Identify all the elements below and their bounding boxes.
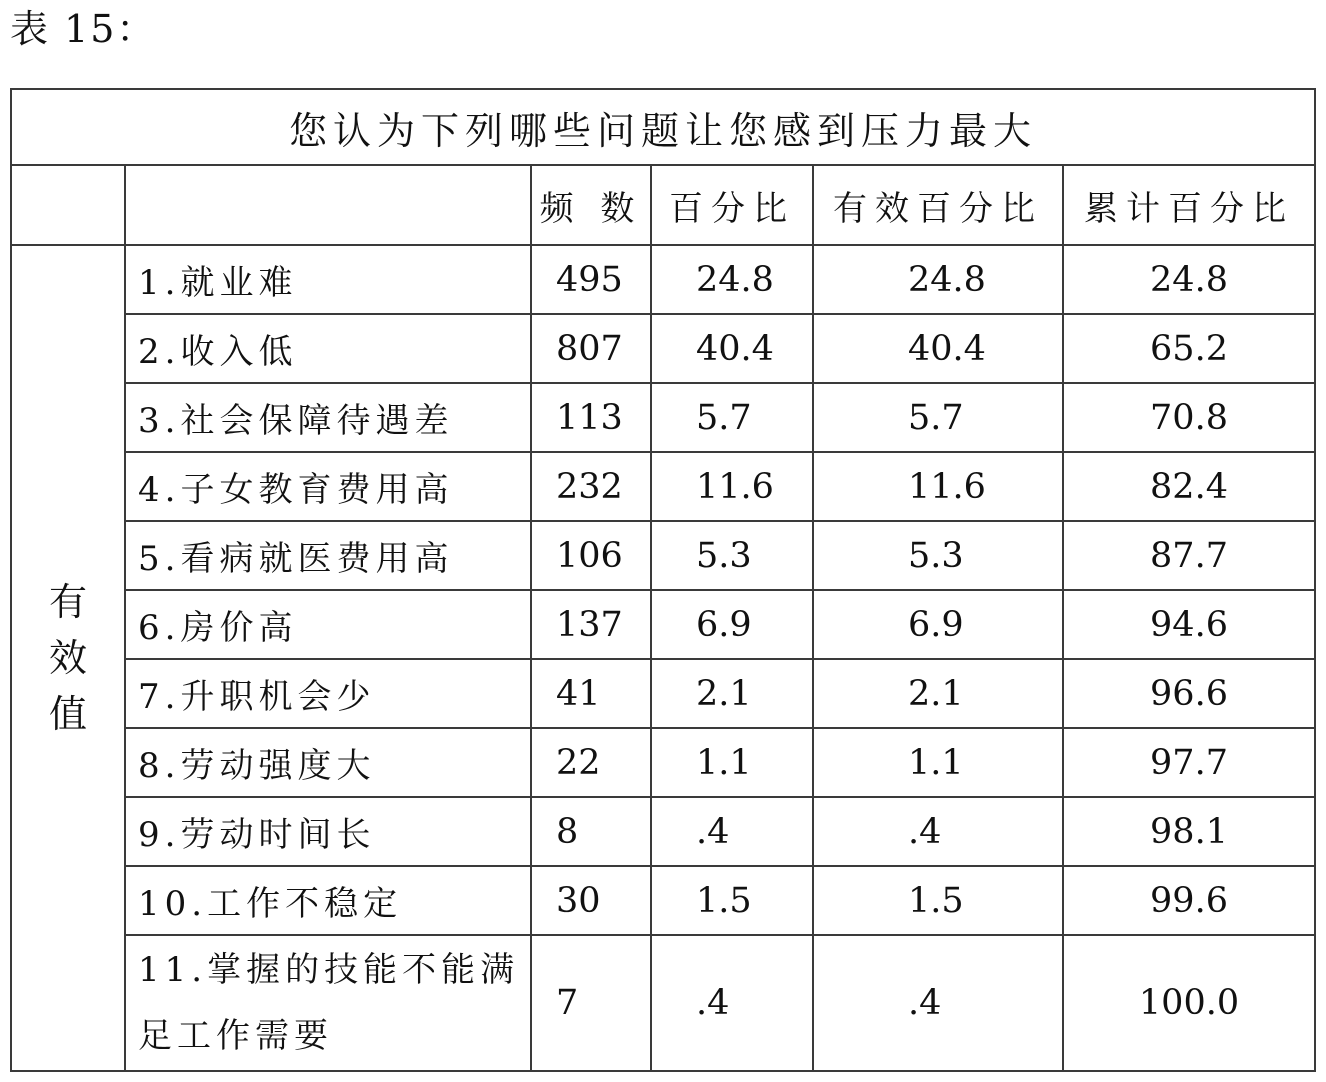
row-frequency: 30 [531, 866, 651, 935]
row-cumulative-percent: 96.6 [1063, 659, 1315, 728]
row-item: 4.子女教育费用高 [125, 452, 531, 521]
row-cumulative-percent: 24.8 [1063, 245, 1315, 314]
row-valid-percent: 24.8 [813, 245, 1063, 314]
row-valid-percent: 1.1 [813, 728, 1063, 797]
row-frequency: 495 [531, 245, 651, 314]
table-title: 您认为下列哪些问题让您感到压力最大 [11, 89, 1315, 165]
row-percent: .4 [651, 935, 813, 1071]
row-item: 6.房价高 [125, 590, 531, 659]
table-row [11, 935, 1315, 1071]
row-cumulative-percent: 94.6 [1063, 590, 1315, 659]
row-percent: 11.6 [651, 452, 813, 521]
header-row [11, 165, 1315, 245]
row-percent: 5.3 [651, 521, 813, 590]
row-percent: 2.1 [651, 659, 813, 728]
row-item: 11.掌握的技能不能满足工作需要 [125, 935, 531, 1071]
row-valid-percent: 11.6 [813, 452, 1063, 521]
row-valid-percent: .4 [813, 797, 1063, 866]
group-label: 有效值 [11, 245, 125, 1071]
row-percent: 1.5 [651, 866, 813, 935]
header-frequency: 频 数 [531, 165, 651, 245]
row-valid-percent: 1.5 [813, 866, 1063, 935]
row-frequency: 22 [531, 728, 651, 797]
row-valid-percent: 5.3 [813, 521, 1063, 590]
row-item: 2.收入低 [125, 314, 531, 383]
row-cumulative-percent: 99.6 [1063, 866, 1315, 935]
row-percent: 6.9 [651, 590, 813, 659]
row-frequency: 41 [531, 659, 651, 728]
table-row [11, 245, 1315, 314]
row-cumulative-percent: 98.1 [1063, 797, 1315, 866]
row-percent: 24.8 [651, 245, 813, 314]
table-row [11, 659, 1315, 728]
table-row [11, 866, 1315, 935]
row-percent: 1.1 [651, 728, 813, 797]
row-item: 10.工作不稳定 [125, 866, 531, 935]
row-percent: 40.4 [651, 314, 813, 383]
row-frequency: 7 [531, 935, 651, 1071]
row-item: 5.看病就医费用高 [125, 521, 531, 590]
row-cumulative-percent: 65.2 [1063, 314, 1315, 383]
header-percent: 百分比 [651, 165, 813, 245]
row-cumulative-percent: 97.7 [1063, 728, 1315, 797]
row-item: 3.社会保障待遇差 [125, 383, 531, 452]
table-caption: 表 15： [10, 7, 157, 51]
row-percent: .4 [651, 797, 813, 866]
table-row [11, 521, 1315, 590]
row-valid-percent: .4 [813, 935, 1063, 1071]
row-valid-percent: 5.7 [813, 383, 1063, 452]
header-valid-percent: 有效百分比 [813, 165, 1063, 245]
table-row [11, 728, 1315, 797]
row-frequency: 8 [531, 797, 651, 866]
table-row [11, 797, 1315, 866]
table-row [11, 383, 1315, 452]
row-cumulative-percent: 100.0 [1063, 935, 1315, 1071]
row-frequency: 807 [531, 314, 651, 383]
row-item: 8.劳动强度大 [125, 728, 531, 797]
row-frequency: 137 [531, 590, 651, 659]
header-corner-blank [11, 165, 125, 245]
title-row [11, 89, 1315, 165]
table-row [11, 314, 1315, 383]
row-frequency: 113 [531, 383, 651, 452]
row-cumulative-percent: 87.7 [1063, 521, 1315, 590]
row-cumulative-percent: 82.4 [1063, 452, 1315, 521]
row-valid-percent: 6.9 [813, 590, 1063, 659]
header-cumulative-percent: 累计百分比 [1063, 165, 1315, 245]
table-row [11, 452, 1315, 521]
row-item: 1.就业难 [125, 245, 531, 314]
header-item-blank [125, 165, 531, 245]
row-item: 7.升职机会少 [125, 659, 531, 728]
row-item: 9.劳动时间长 [125, 797, 531, 866]
row-frequency: 232 [531, 452, 651, 521]
row-frequency: 106 [531, 521, 651, 590]
row-cumulative-percent: 70.8 [1063, 383, 1315, 452]
table-row [11, 590, 1315, 659]
stress-survey-table [10, 88, 1316, 1072]
row-valid-percent: 2.1 [813, 659, 1063, 728]
row-valid-percent: 40.4 [813, 314, 1063, 383]
row-percent: 5.7 [651, 383, 813, 452]
